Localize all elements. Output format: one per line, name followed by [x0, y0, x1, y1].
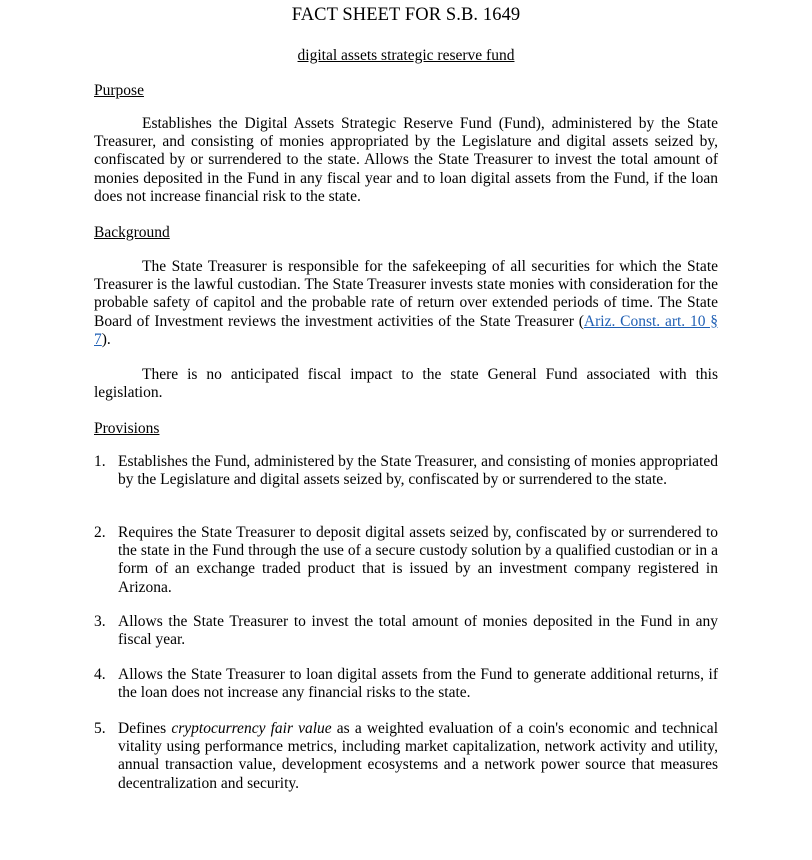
- page-subtitle: digital assets strategic reserve fund: [297, 47, 515, 64]
- provision-text: Allows the State Treasurer to loan digital assets from the Fund to generate additional returns, if the loan does not increase any financial risks to the state.: [118, 666, 718, 702]
- provision-item: [94, 524, 718, 597]
- provision-text: Allows the State Treasurer to invest the total amount of monies deposited in the Fund in any fiscal year.: [118, 613, 718, 649]
- provision-item: [94, 453, 718, 489]
- provision-number: 3.: [94, 613, 106, 630]
- provision-text: Requires the State Treasurer to deposit digital assets seized by, confiscated by or surrendered to the state in the Fund through the use of a secure custody solution by a qualified custodian or in a form of an exchange traded product that is issued by an investment company registered in Arizona.: [118, 524, 718, 596]
- background-paragraph-2: There is no anticipated fiscal impact to the state General Fund associated with this legislation.: [94, 366, 718, 402]
- provision-text: Establishes the Fund, administered by the State Treasurer, and consisting of monies appropriated by the Legislature and digital assets seized by, confiscated by or surrendered to the state.: [118, 453, 718, 489]
- provision-item: [94, 613, 718, 649]
- provision-number: 1.: [94, 453, 106, 470]
- background-paragraph-1-text: The State Treasurer is responsible for the safekeeping of all securities for which the State Treasurer is the lawful custodian. The State Treasurer invests state monies with consideration for the probable safety of capitol and the probable rate of return over extended periods of time. The State Board of Investment reviews the investment activities of the State Treasurer (: [94, 258, 718, 330]
- background-paragraph-1-closing: ).: [101, 330, 111, 348]
- provision-text-lead: Defines: [118, 720, 172, 737]
- purpose-heading: Purpose: [94, 82, 144, 99]
- provision-text-rest: as a weighted evaluation of a coin's economic and technical vitality using performance metrics, including market capitalization, network activity and utility, annual transaction value, development ecosystems and a network power source that measures decentralization and security.: [118, 720, 718, 792]
- provisions-heading: Provisions: [94, 420, 160, 437]
- background-heading: Background: [94, 224, 170, 241]
- provision-number: 5.: [94, 720, 106, 737]
- purpose-paragraph: Establishes the Digital Assets Strategic Reserve Fund (Fund), administered by the State Treasurer, and consisting of monies appropriated by the Legislature and digital assets seized by, confiscated by or surrendered to the state. Allows the State Treasurer to invest the total amount of monies deposited in the Fund in any fiscal year and to loan digital assets from the Fund, if the loan does not increase financial risk to the state.: [94, 115, 718, 205]
- constitution-citation-link[interactable]: Ariz. Const. art. 10 § 7: [94, 312, 718, 348]
- provision-number: 2.: [94, 524, 106, 541]
- provision-text: [118, 720, 718, 793]
- page-title: FACT SHEET FOR S.B. 1649: [291, 5, 521, 25]
- background-paragraph-1: [94, 258, 718, 349]
- provision-item: [94, 720, 718, 793]
- provision-item: [94, 666, 718, 702]
- provision-number: 4.: [94, 666, 106, 683]
- defined-term: cryptocurrency fair value: [171, 720, 332, 737]
